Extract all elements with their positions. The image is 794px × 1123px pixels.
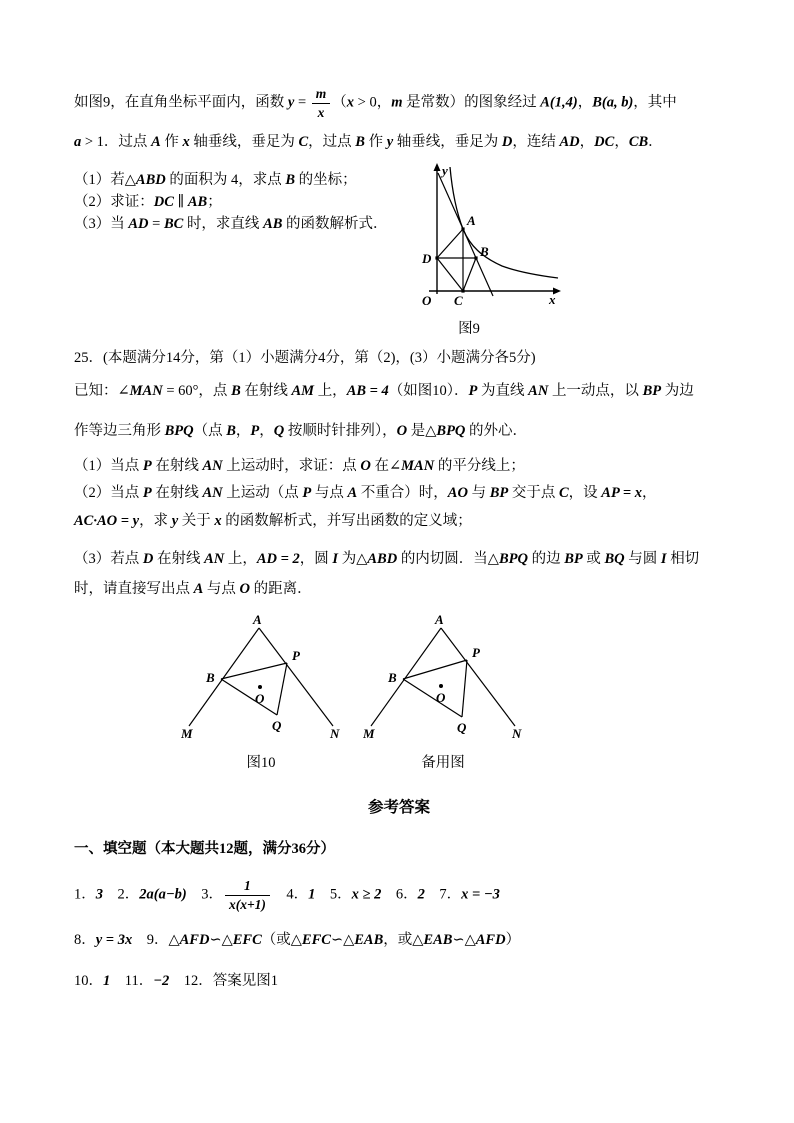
segment-bp <box>221 663 287 679</box>
problem24-item-3: （3）当 AD = BC 时，求直线 AB 的函数解析式． <box>74 216 388 233</box>
label-y-axis: y <box>442 163 448 179</box>
problem25-item-3-line1: （3）若点 D 在射线 AN 上，AD = 2，圆 I 为△ABD 的内切圆．当△BPQ 的边 BP 或 BQ 与圆 I 相切 <box>74 551 700 568</box>
ray-am <box>371 628 441 726</box>
fill-in-section-header: 一、填空题（本大题共12题，满分36分） <box>74 841 335 858</box>
figure9-hyperbola-diagram <box>412 161 562 313</box>
problem24-items-with-figure <box>74 163 724 319</box>
answers-line-3: 10．1 11．−2 12．答案见图1 <box>74 973 279 990</box>
label-b: B <box>206 670 215 686</box>
segment-qb <box>403 679 462 717</box>
figure-backup-triangle-diagram <box>363 612 523 744</box>
figure10-column <box>178 612 344 773</box>
segment-qb <box>221 679 277 715</box>
label-point-b: B <box>480 244 489 260</box>
problem25-figures-row <box>178 612 724 773</box>
point-d <box>435 256 438 259</box>
problem24-item-1: （1）若△ABD 的面积为 4，求点 B 的坐标； <box>74 172 357 189</box>
answers-line-1: 1．3 2．2a(a−b) 3． $\frac{1}{x(x+1)}$ 4．1 5．x ≥ 2 6．2 7．x = −3 <box>74 878 500 912</box>
y-axis-arrow-icon <box>434 163 441 171</box>
label-point-c: C <box>454 293 463 309</box>
answers-line-2: 8．y = 3x 9．△AFD∽△EFC（或△EFC∽△EAB，或△EAB∽△AFD） <box>74 932 521 949</box>
answers-title: 参考答案 <box>367 799 430 817</box>
problem24-item-2: （2）求证：DC ∥ AB； <box>74 194 222 211</box>
label-m: M <box>181 726 193 742</box>
label-n: N <box>512 726 522 742</box>
point-o-circumcenter <box>439 684 443 688</box>
point-b <box>474 256 477 259</box>
figure9-caption: 图9 <box>458 321 480 338</box>
figure9-container <box>412 161 562 318</box>
point-a <box>461 227 464 230</box>
label-b: B <box>388 670 397 686</box>
label-point-a: A <box>467 213 476 229</box>
label-q: Q <box>457 720 467 736</box>
problem24-intro-line1: 如图9，在直角坐标平面内，函数 y = $\frac{m}{x}$ （x > 0，m 是常数）的图象经过 A(1,4)，B(a, b)，其中 <box>74 86 677 120</box>
label-o: O <box>436 690 446 706</box>
label-a: A <box>253 612 262 628</box>
ray-am <box>189 628 259 726</box>
label-x-axis: x <box>549 292 556 308</box>
figure10-caption: 图10 <box>246 755 276 772</box>
label-p: P <box>292 648 300 664</box>
figure-backup-caption: 备用图 <box>421 755 465 772</box>
problem25-given-line2: 作等边三角形 BPQ（点 B，P，Q 按顺时针排列），O 是△BPQ 的外心． <box>74 423 528 440</box>
problem24-intro-line2: a > 1．过点 A 作 x 轴垂线，垂足为 C，过点 B 作 y 轴垂线，垂足为 D，连结 AD，DC，CB． <box>74 134 663 151</box>
segment-dc <box>437 258 463 291</box>
label-origin-o: O <box>422 293 432 309</box>
problem25-item-1: （1）当点 P 在射线 AN 上运动时，求证：点 O 在∠MAN 的平分线上； <box>74 458 525 475</box>
ray-an <box>259 628 333 726</box>
figure10-triangle-diagram <box>181 612 341 744</box>
segment-cb <box>463 258 476 291</box>
label-o: O <box>255 691 265 707</box>
label-point-d: D <box>422 251 432 267</box>
problem25-item-2-line2: AC·AO = y，求 y 关于 x 的函数解析式，并写出函数的定义域； <box>74 513 472 530</box>
label-q: Q <box>272 718 282 734</box>
problem25-item-2-line1: （2）当点 P 在射线 AN 上运动（点 P 与点 A 不重合）时，AO 与 BP 交于点 C，设 AP = x， <box>74 485 657 502</box>
label-m: M <box>363 726 375 742</box>
segment-bp <box>403 660 467 679</box>
label-n: N <box>330 726 340 742</box>
line-ab <box>438 173 493 296</box>
segment-ad <box>437 229 463 258</box>
problem25-given-line1: 已知：∠MAN = 60°，点 B 在射线 AM 上，AB = 4（如图10）．P 为直线 AN 上一动点，以 BP 为边 <box>74 383 694 400</box>
label-a: A <box>435 612 444 628</box>
point-o-circumcenter <box>258 685 262 689</box>
figure-backup-column <box>360 612 526 773</box>
label-p: P <box>472 645 480 661</box>
segment-pq <box>462 660 467 717</box>
segment-pq <box>277 663 287 715</box>
problem25-item-3-line2: 时，请直接写出点 A 与点 O 的距离． <box>74 581 312 598</box>
problem25-header: 25．(本题满分14分，第（1）小题满分4分，第（2)，(3）小题满分各5分) <box>74 350 536 367</box>
